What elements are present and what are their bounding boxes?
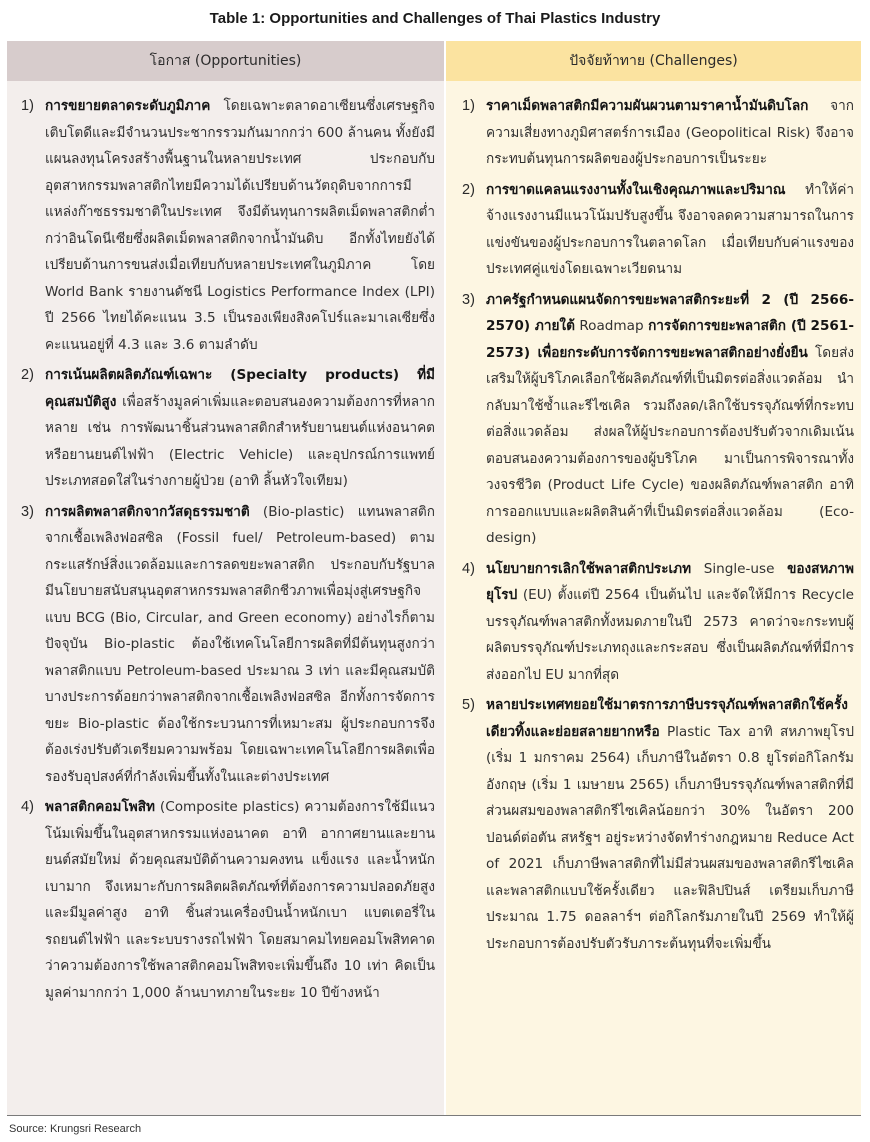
opportunities-challenges-table: [7, 41, 861, 1116]
item-heading: การผลิตพลาสติกจากวัสดุธรรมชาติ: [45, 503, 250, 520]
item-heading: พลาสติกคอมโพสิท: [45, 799, 156, 815]
list-item: [21, 362, 435, 495]
item-number: 5): [462, 697, 475, 713]
item-text: [45, 794, 435, 1006]
item-heading: การขาดแคลนแรงงานทั้งในเชิงคุณภาพและปริมาณ: [486, 181, 786, 198]
item-body: ทำให้ค่าจ้างแรงงานมีแนวโน้มปรับสูงขึ้น จึงอาจลดความสามารถในการแข่งขันของผู้ประกอบการในตลาดโลก เมื่อเทียบกับค่าแรงของประเทศคู่แข่งโดยเฉพาะเวียดนาม: [486, 181, 854, 277]
challenges-header: ปัจจัยท้าทาย (Challenges): [446, 41, 861, 81]
item-text: [486, 93, 854, 173]
list-item: [21, 794, 435, 1006]
item-heading: การเน้นผลิตผลิตภัณฑ์เฉพาะ (Specialty products) ที่มีคุณสมบัติสูง: [45, 367, 435, 410]
item-number: 2): [462, 181, 475, 198]
item-number: 1): [21, 98, 34, 114]
item-body: จากความเสี่ยงทางภูมิศาสตร์การเมือง (Geopolitical Risk) จึงอาจกระทบต้นทุนการผลิตของผู้ประกอบการเป็นระยะ: [486, 98, 854, 167]
list-item: [462, 556, 854, 689]
challenges-column: [446, 41, 861, 1115]
item-number: 4): [21, 799, 34, 815]
item-body: Single-use: [691, 560, 788, 577]
challenges-list: [462, 93, 854, 961]
table-title: Table 1: Opportunities and Challenges of Thai Plastics Industry: [209, 10, 661, 27]
item-number: 2): [21, 367, 34, 383]
source-note: Source: Krungsri Research: [9, 1123, 142, 1135]
item-text: [486, 177, 854, 283]
opportunities-column: [7, 41, 444, 1115]
item-text: [486, 692, 854, 957]
item-body: โดยส่งเสริมให้ผู้บริโภคเลือกใช้ผลิตภัณฑ์ที่เป็นมิตรต่อสิ่งแวดล้อม นำกลับมาใช้ซ้ำและรีไซเคิล รวมถึงลด/เลิกใช้บรรจุภัณฑ์ที่กระทบต่อสิ่งแวดล้อม ส่งผลให้ผู้ประกอบการต้องปรับตัวจากเดิมเน้นตอบสนองความต้องการของผู้บริโภค มาเป็นการพิจารณาทั้งวงจรชีวิต (Product Life Cycle) ของผลิตภัณฑ์พลาสติก อาทิ การออกแบบและผลิตสินค้าที่เป็นมิตรต่อสิ่งแวดล้อม (Eco-design): [486, 344, 854, 546]
list-item: [462, 93, 854, 173]
item-body: (Bio-plastic) แทนพลาสติกจากเชื้อเพลิงฟอสซิล (Fossil fuel/ Petroleum-based) ตามกระแสรักษ์สิ่งแวดล้อมและการลดขยะพลาสติก ประกอบกับรัฐบาลมีนโยบายสนับสนุนอุตสาหกรรมพลาสติกชีวภาพเพื่อมุ่งสู่เศรษฐกิจแบบ BCG (Bio, Circular, and Green economy) อย่างไรก็ตาม ปัจจุบัน Bio-plastic ต้องใช้เทคโนโลยีการผลิตที่มีต้นทุนสูงกว่าพลาสติกแบบ Petroleum-based ประมาณ 3 เท่า และมีคุณสมบัติบางประการด้อยกว่าพลาสติกจากเชื้อเพลิงฟอสซิล อีกทั้งการจัดการขยะ Bio-plastic ต้องใช้กระบวนการที่เหมาะสม ผู้ประกอบการจึงต้องเร่งปรับตัวเตรียมความพร้อม โดยเฉพาะเทคโนโลยีการผลิตเพื่อรองรับอุปสงค์ที่กำลังเพิ่มขึ้นทั้งในและต่างประเทศ: [45, 503, 435, 785]
item-heading: การจัดการขยะพลาสติก (ปี 2561-2573) เพื่อยกระดับการจัดการขยะพลาสติกอย่างยั่งยืน: [486, 318, 854, 361]
item-text: [45, 499, 435, 791]
item-body: เพื่อสร้างมูลค่าเพิ่มและตอบสนองความต้องการที่หลากหลาย เช่น การพัฒนาชิ้นส่วนพลาสติกสำหรับยานยนต์แห่งอนาคตหรือยานยนต์ไฟฟ้า (Electric Vehicle) และอุปกรณ์การแพทย์ประเภทสอดใส่ในร่างกายผู้ป่วย (อาทิ ลิ้นหัวใจเทียม): [45, 393, 435, 489]
list-item: [462, 287, 854, 552]
item-body: Plastic Tax อาทิ สหภาพยุโรป (เริ่ม 1 มกราคม 2564) เก็บภาษีในอัตรา 0.8 ยูโรต่อกิโลกรัม อังกฤษ (เริ่ม 1 เมษายน 2565) เก็บภาษีบรรจุภัณฑ์พลาสติกที่มีส่วนผสมของพลาสติกรีไซเคิลน้อยกว่า 30% ในอัตรา 200 ปอนด์ต่อตัน สหรัฐฯ อยู่ระหว่างจัดทำร่างกฎหมาย Reduce Act of 2021 เก็บภาษีพลาสติกที่ไม่มีส่วนผสมของพลาสติกรีไซเคิลและพลาสติกแบบใช้ครั้งเดียว และฟิลิปปินส์ เตรียมเก็บภาษีประมาณ 1.75 ดอลลาร์ฯ ต่อกิโลกรัมภายในปี 2569 ทำให้ผู้ประกอบการต้องปรับตัวรับภาระต้นทุนที่จะเพิ่มขึ้น: [486, 723, 854, 952]
list-item: [462, 692, 854, 957]
opportunities-header: โอกาส (Opportunities): [7, 41, 444, 81]
item-text: [45, 362, 435, 495]
item-heading: การขยายตลาดระดับภูมิภาค: [45, 98, 211, 114]
item-number: 3): [21, 503, 34, 520]
item-heading: นโยบายการเลิกใช้พลาสติกประเภท: [486, 560, 692, 577]
item-number: 3): [462, 291, 475, 308]
item-number: 4): [462, 560, 475, 577]
item-number: 1): [462, 98, 475, 114]
item-text: [486, 287, 854, 552]
item-body: Roadmap: [574, 318, 649, 334]
list-item: [21, 499, 435, 791]
item-text: [45, 93, 435, 358]
item-heading: หลายประเทศทยอยใช้มาตรการภาษีบรรจุภัณฑ์พลาสติกใช้ครั้งเดียวทิ้งและย่อยสลายยากหรือ: [486, 697, 848, 740]
item-heading: ของสหภาพยุโรป: [486, 560, 854, 603]
list-item: [21, 93, 435, 358]
item-body: (Composite plastics) ความต้องการใช้มีแนวโน้มเพิ่มขึ้นในอุตสาหกรรมแห่งอนาคต อาทิ อากาศยานและยานยนต์สมัยใหม่ ด้วยคุณสมบัติด้านความคงทน แข็งแรง และน้ำหนักเบามาก จึงเหมาะกับการผลิตผลิตภัณฑ์ที่ต้องการความปลอดภัยสูงและมีมูลค่าสูง อาทิ ชิ้นส่วนเครื่องบินน้ำหนักเบา แบตเตอรี่ในรถยนต์ไฟฟ้า และระบบรางรถไฟฟ้า โดยสมาคมไทยคอมโพสิทคาดว่าความต้องการใช้พลาสติกคอมโพสิทจะเพิ่มขึ้นถึง 10 เท่า คิดเป็นมูลค่ามากกว่า 1,000 ล้านบาทภายในระยะ 10 ปีข้างหน้า: [45, 799, 435, 1001]
item-body: โดยเฉพาะตลาดอาเซียนซึ่งเศรษฐกิจเติบโตดีและมีจำนวนประชากรรวมกันมากกว่า 600 ล้านคน ทั้งยังมีแผนลงทุนโครงสร้างพื้นฐานในหลายประเทศ ประกอบกับอุตสาหกรรมพลาสติกไทยมีความได้เปรียบด้านวัตถุดิบจากการมีแหล่งก๊าซธรรมชาติในประเทศ จึงมีต้นทุนการผลิตเม็ดพลาสติกต่ำกว่าอินโดนีเซียซึ่งผลิตเม็ดพลาสติกจากน้ำมันดิบ อีกทั้งไทยยังได้เปรียบด้านการขนส่งเมื่อเทียบกับหลายประเทศในภูมิภาค โดย World Bank รายงานดัชนี Logistics Performance Index (LPI) ปี 2566 ไทยได้คะแนน 3.5 เป็นรองเพียงสิงคโปร์และมาเลเซียซึ่งคะแนนอยู่ที่ 4.3 และ 3.6 ตามลำดับ: [45, 98, 435, 353]
opportunities-list: [21, 93, 435, 1010]
item-text: [486, 556, 854, 689]
item-heading: ภาครัฐกำหนดแผนจัดการขยะพลาสติกระยะที่ 2 (ปี 2566-2570) ภายใต้: [486, 291, 854, 334]
item-body: (EU) ตั้งแต่ปี 2564 เป็นต้นไป และจัดให้มีการ Recycle บรรจุภัณฑ์พลาสติกทั้งหมดภายในปี 2573 คาดว่าจะกระทบผู้ผลิตบรรจุภัณฑ์ประเภทถุงและกระสอบ ซึ่งเป็นผลิตภัณฑ์ที่มีการส่งออกไป EU มากที่สุด: [486, 587, 854, 683]
item-heading: ราคาเม็ดพลาสติกมีความผันผวนตามราคาน้ำมันดิบโลก: [486, 98, 809, 114]
list-item: [462, 177, 854, 283]
